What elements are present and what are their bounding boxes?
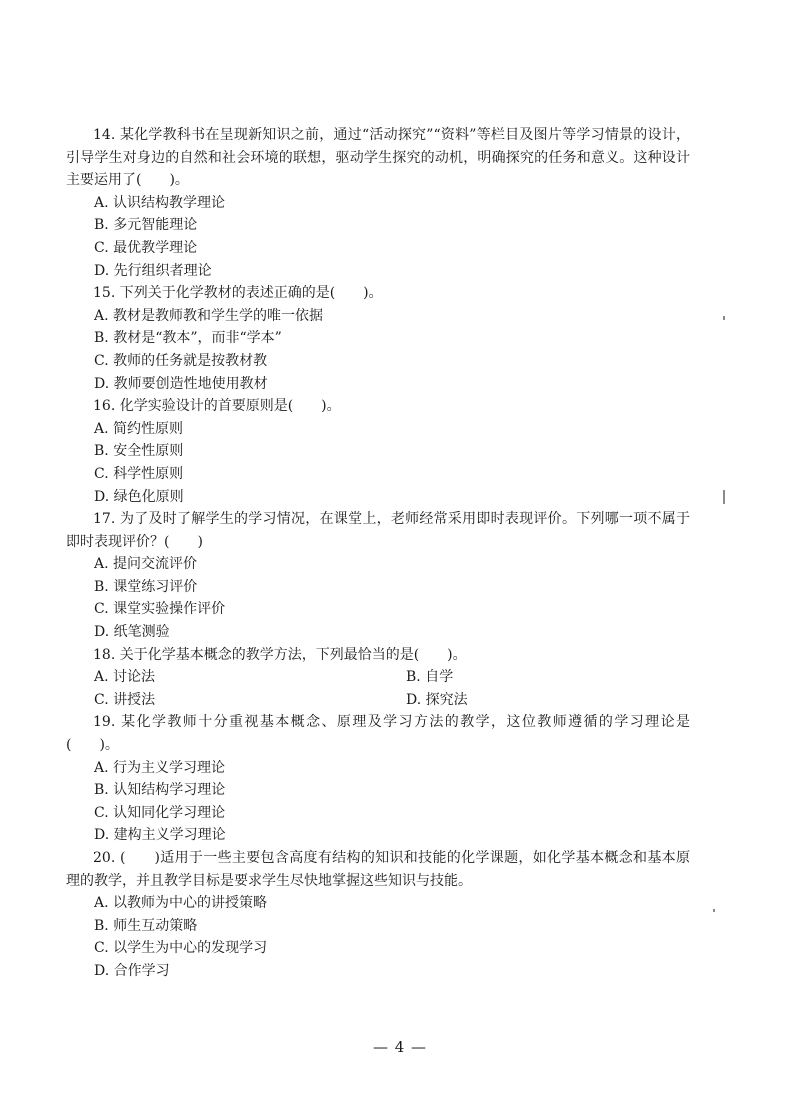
option-b: B. 师生互动策略: [94, 917, 198, 934]
option-a: A. 教材是教师教和学生学的唯一依据: [94, 307, 324, 324]
question-19: [66, 711, 690, 847]
option-b: B. 安全性原则: [94, 443, 184, 460]
option-c: C. 教师的任务就是按教材教: [94, 352, 268, 369]
question-stem: 20. ( )适用于一些主要包含高度有结构的知识和技能的化学课题，如化学基本概念和基本原理的教学，并且教学目标是要求学生尽快地掌握这些知识与技能。: [66, 850, 690, 889]
question-18: [66, 644, 690, 712]
option-c: C. 课堂实验操作评价: [94, 601, 226, 618]
question-stem: 18. 关于化学基本概念的教学方法，下列最恰当的是( )。: [93, 646, 467, 663]
option-row: [66, 689, 690, 712]
option-d: D. 先行组织者理论: [94, 262, 212, 279]
scan-speck: [723, 490, 725, 504]
question-stem: 14. 某化学教科书在呈现新知识之前，通过“活动探究”“资料”等栏目及图片等学习情景的设计，引导学生对身边的自然和社会环境的联想，驱动学生探究的动机，明确探究的任务和意义。这种设计主要运用了( )。: [66, 127, 690, 189]
question-20: [66, 847, 690, 983]
option-d: D. 纸笔测验: [94, 624, 170, 641]
option-a: A. 以教师为中心的讲授策略: [94, 895, 268, 912]
option-b: B. 课堂练习评价: [94, 578, 198, 595]
page-number: — 4 —: [372, 1038, 428, 1056]
question-stem: 15. 下列关于化学教材的表述正确的是( )。: [93, 285, 383, 302]
question-stem: 17. 为了及时了解学生的学习情况，在课堂上，老师经常采用即时表现评价。下列哪一项不属于即时表现评价？( ): [66, 511, 690, 550]
option-a: A. 简约性原则: [94, 420, 184, 437]
option-a: A. 行为主义学习理论: [94, 759, 226, 776]
question-list: [66, 124, 690, 983]
option-b: B. 自学: [406, 669, 454, 686]
option-d: D. 绿色化原则: [94, 488, 184, 505]
option-d: D. 合作学习: [94, 962, 170, 979]
question-14: [66, 124, 690, 282]
option-d: D. 建构主义学习理论: [94, 827, 226, 844]
option-a: A. 讨论法: [94, 669, 156, 686]
option-c: C. 认知同化学习理论: [94, 804, 226, 821]
question-stem: 19. 某化学教师十分重视基本概念、原理及学习方法的教学，这位教师遵循的学习理论是( )。: [66, 714, 690, 754]
scan-speck: [713, 909, 715, 912]
option-d: D. 探究法: [406, 691, 468, 708]
option-c: C. 以学生为中心的发现学习: [94, 940, 268, 957]
option-b: B. 教材是“教本”，而非“学本”: [94, 330, 282, 347]
option-d: D. 教师要创造性地使用教材: [94, 375, 268, 392]
option-c: C. 讲授法: [94, 691, 156, 708]
option-b: B. 多元智能理论: [94, 217, 198, 234]
question-stem: 16. 化学实验设计的首要原则是( )。: [93, 398, 341, 415]
question-17: [66, 508, 690, 644]
option-b: B. 认知结构学习理论: [94, 782, 226, 799]
option-c: C. 科学性原则: [94, 465, 184, 482]
option-a: A. 提问交流评价: [94, 556, 198, 573]
scan-speck: [723, 316, 725, 320]
option-c: C. 最优教学理论: [94, 239, 198, 256]
question-15: [66, 282, 690, 395]
option-a: A. 认识结构教学理论: [94, 194, 226, 211]
option-row: [66, 666, 690, 689]
question-16: [66, 395, 690, 508]
